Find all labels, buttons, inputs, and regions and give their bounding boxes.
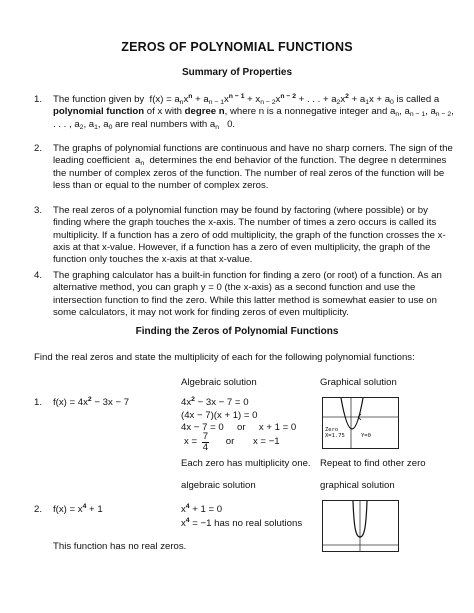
- problem-2-conclusion: This function has no real zeros.: [53, 541, 187, 552]
- calc-zero-label: Zero: [325, 427, 339, 433]
- problem-1-step-3: 4x − 7 = 0 or x + 1 = 0: [181, 422, 297, 433]
- item-4-text: The graphing calculator has a built-in function for finding a zero (or root) of a function. As an alternative method, you can graph y = 0 (the x-axis) as a second function and use the intersection function to find the zero. While this latter method is somewhat easier to use on some calculators, it may not work for finding zeros of even multiplicity.: [53, 270, 442, 318]
- polynomial-formula: $f(x) = a_nx^n + a_{n - 1}x^{n - 1} + x_{n - 2}x^{n - 2}$ + . . . + $a_2x^2 + a_1x + a_0$: [149, 93, 394, 106]
- term-polynomial-function: polynomial function: [53, 106, 145, 118]
- calculator-graph-1: [322, 397, 399, 449]
- problem-2-step-2: $x^4 = -1$ has no real solutions: [181, 517, 303, 529]
- algebraic-header-2: algebraic solution: [181, 480, 256, 491]
- term-degree-n: degree n: [184, 106, 225, 118]
- instructions: Find the real zeros and state the multiplicity of each for the following polynomial functions:: [34, 352, 415, 363]
- item-1-number: 1.: [34, 94, 43, 105]
- problem-1-step-2: (4x − 7)(x + 1) = 0: [181, 410, 258, 421]
- page-subtitle: Summary of Properties: [181, 67, 293, 78]
- problem-1-function: $f(x) = 4x^2 - 3x - 7$: [53, 396, 130, 408]
- parabola-graph-1: [323, 398, 398, 448]
- section-title: Finding the Zeros of Polynomial Functions: [135, 326, 339, 337]
- problem-1-step-1: $4x^2 - 3x - 7 = 0$: [181, 396, 249, 408]
- page-title: ZEROS OF POLYNOMIAL FUNCTIONS: [121, 40, 353, 54]
- problem-1-note-left: Each zero has multiplicity one.: [181, 458, 311, 469]
- item-4-number: 4.: [34, 270, 43, 281]
- item-2-text: The graphs of polynomial functions are continuous and have no sharp corners. The sign of the leading coefficient $a_n$ determines the end behavior of the function. The degree n determines the number of complex zeros of the function. The number of real zeros of the function will be less than or equal to the number of complex zeros.: [53, 143, 453, 191]
- calc-y-label: Y=0: [361, 433, 371, 439]
- calculator-graph-2: [322, 500, 399, 552]
- graphical-header-1: Graphical solution: [320, 377, 397, 388]
- problem-1-number: 1.: [34, 397, 43, 408]
- problem-1-step-4: x = $\frac{7}{4}$ or x = −1: [184, 431, 280, 453]
- item-3-number: 3.: [34, 205, 43, 216]
- problem-1-note-right: Repeat to find other zero: [320, 458, 426, 469]
- item-1-text: The function given by $f(x) = a_nx^n + a_{n - 1}x^{n - 1} + x_{n - 2}x^{n - 2}$ + . . . + $a_2x^2 + a_1x + a_0$ is called a polynomial function of x with degree n, where n is a nonnegative integer and $a_n$, $a_{n - 1}$, $a_{n - 2}$, . . . , $a_2$, $a_1$, $a_0$ are real numbers with $a_n$ 0.: [53, 93, 454, 131]
- item-3-text: The real zeros of a polynomial function may be found by factoring (where possible) or by finding where the graph touches the x-axis. The number of times a zero occurs is called its multiplicity. If a function has a zero of odd multiplicity, the graph of the function crosses the x-axis at that x-value. However, if a function has a zero of even multiplicity, the graph of the function only touches the x-axis at that x-value.: [53, 205, 446, 266]
- calc-x-label: X=1.75: [325, 433, 345, 439]
- problem-2-function: $f(x) = x^4 + 1$: [53, 503, 103, 515]
- problem-2-step-1: $x^4 + 1 = 0$: [181, 503, 223, 515]
- graphical-header-2: graphical solution: [320, 480, 395, 491]
- item-2-number: 2.: [34, 143, 43, 154]
- algebraic-header-1: Algebraic solution: [181, 377, 257, 388]
- problem-2-number: 2.: [34, 504, 43, 515]
- quartic-graph-2: [323, 501, 398, 551]
- item-1-intro: The function given by: [53, 94, 145, 105]
